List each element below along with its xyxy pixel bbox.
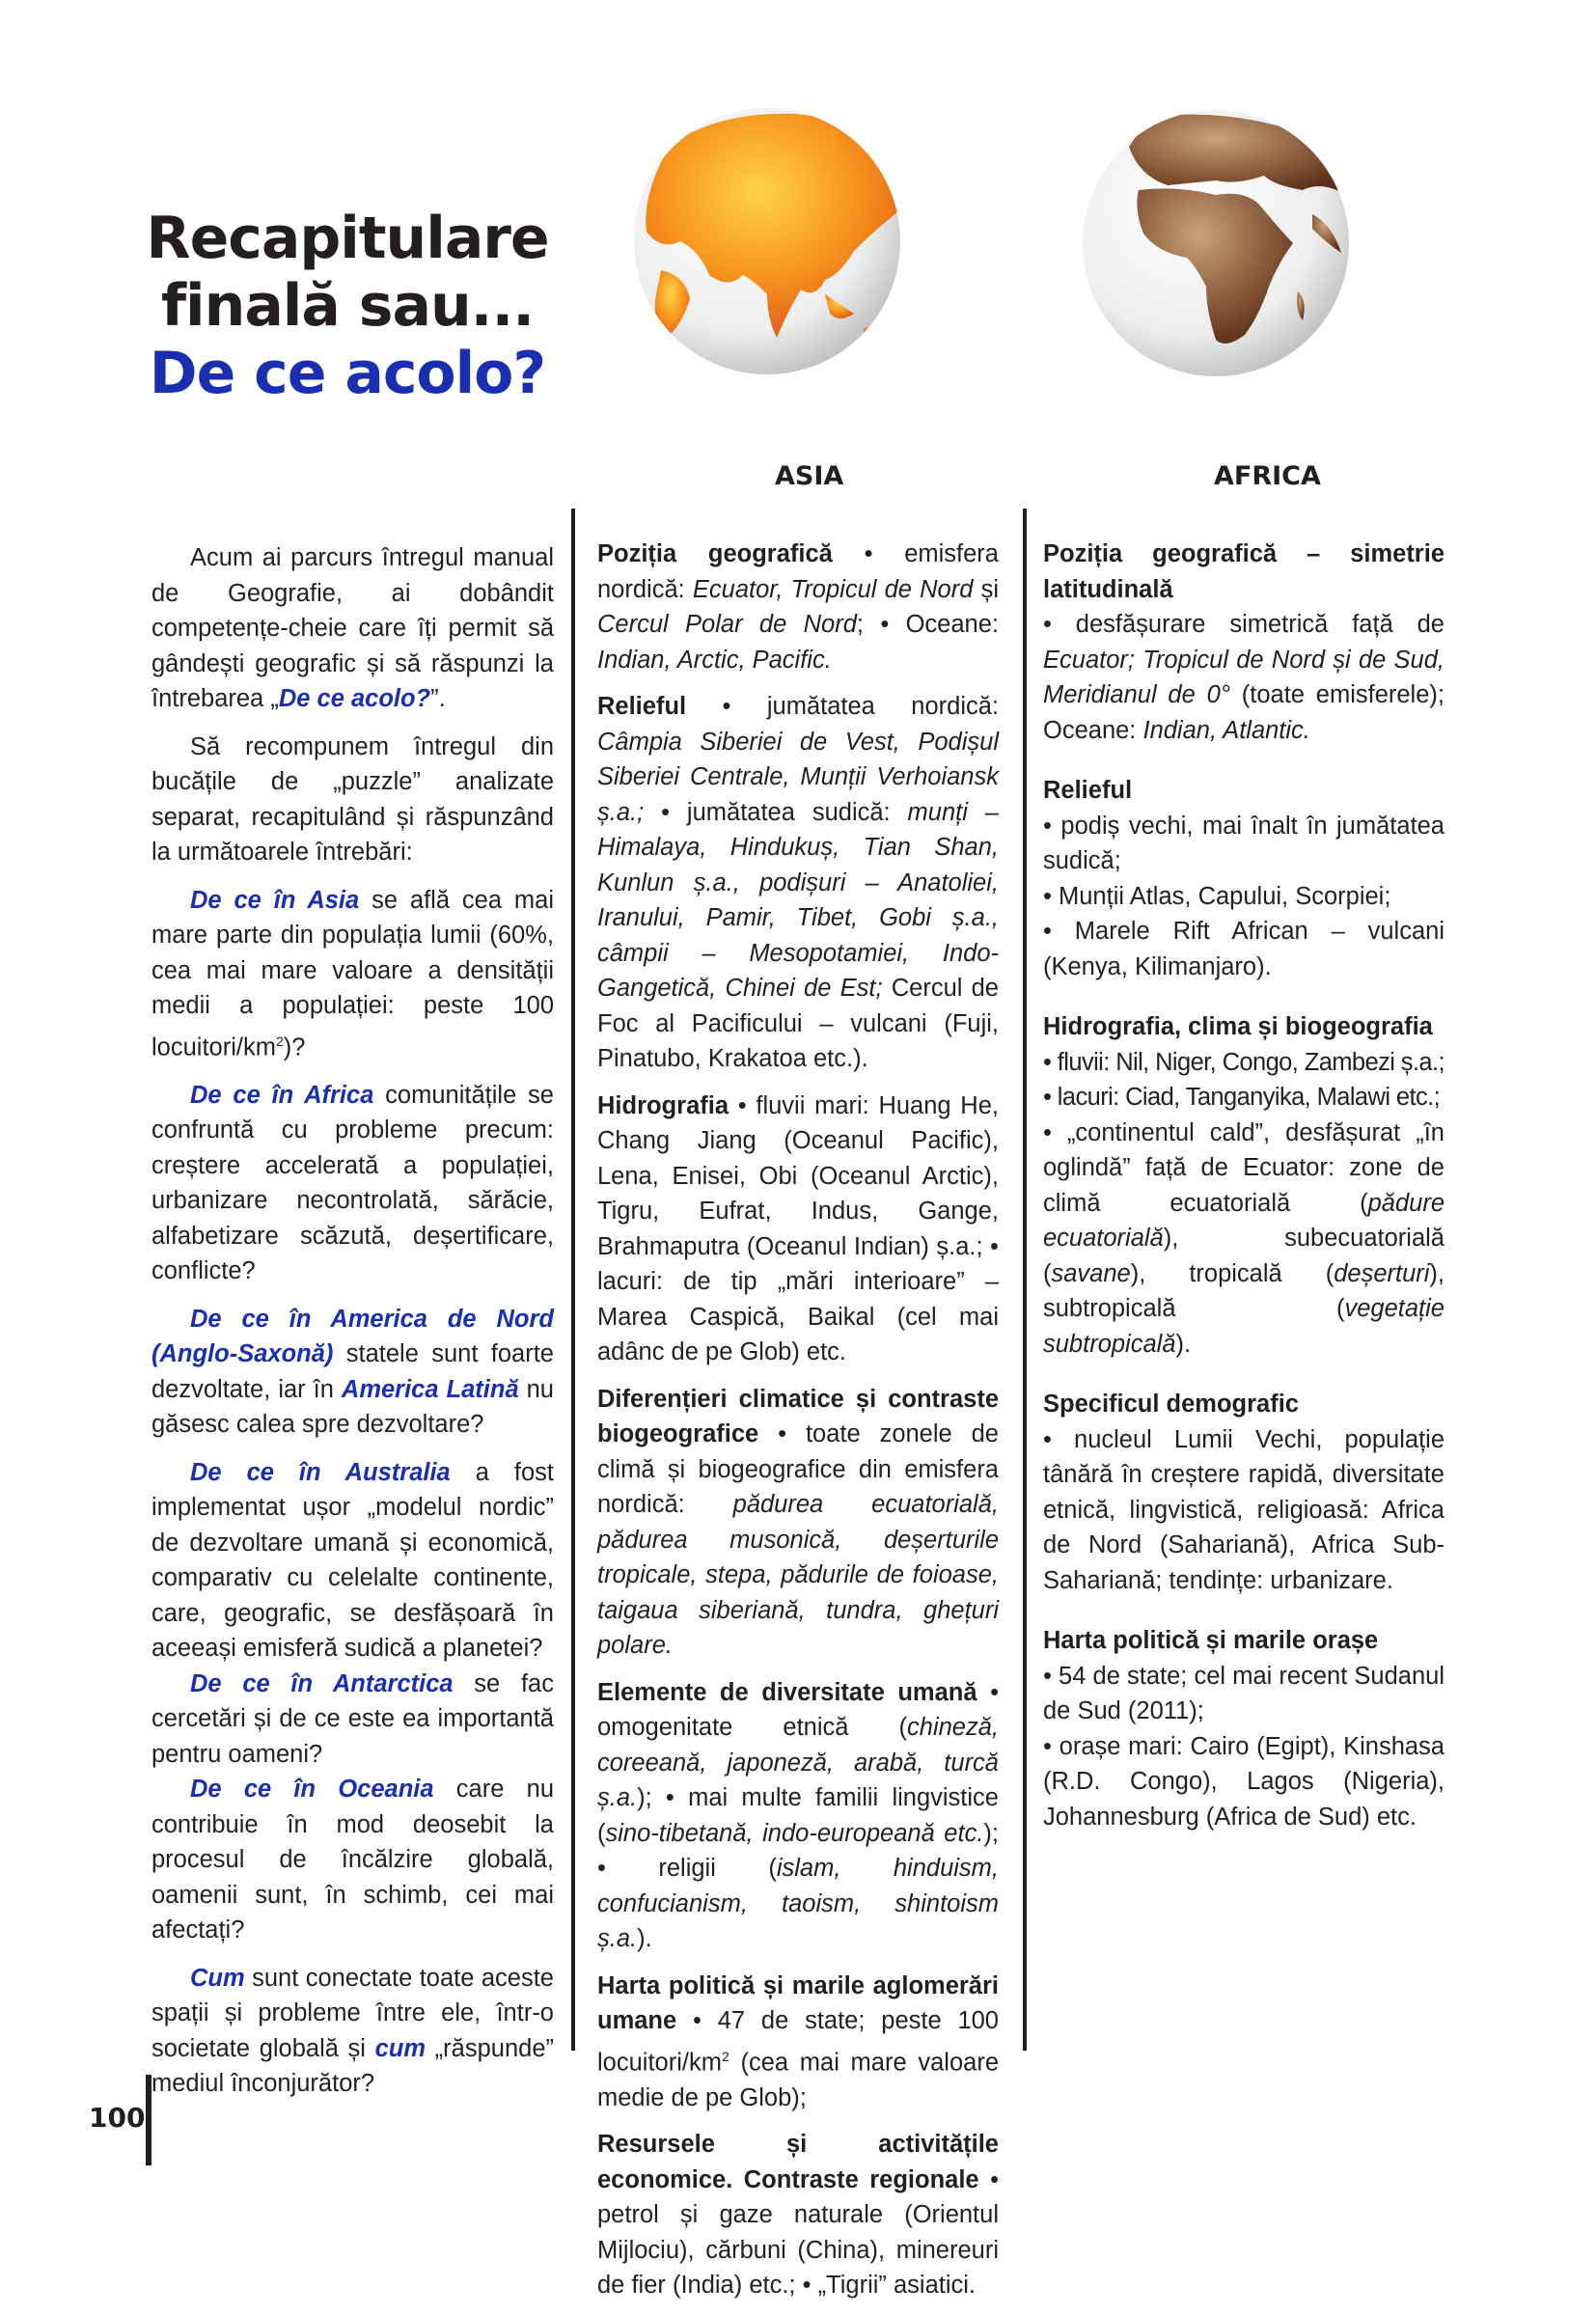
question-australia: De ce în Australia a fost implementat ușor „modelul nordic” de dezvoltare umană și economică, comparativ cu celelalte continente, care, geografic, se desfășoară în aceeași emisferă sudică a planetei? <box>151 1458 554 1662</box>
title-line-3: De ce acolo? <box>149 340 546 407</box>
asia-human-diversity: Elemente de diversitate umană • omogenitate etnică (chineză, coreeană, japoneză, arabă, turcă ș.a.); • mai multe familii lingvistice (sino-tibetană, indo-europeană etc.); • religii (islam, hinduism, confucianism, taoism, shintoism ș.a.). <box>597 1678 1000 1952</box>
title-line-1: Recapitulare <box>146 205 549 272</box>
question-america: De ce în America de Nord (Anglo-Saxonă) statele sunt foarte dezvoltate, iar în America Latină nu găsesc calea spre dezvoltare? <box>151 1305 554 1438</box>
intro-column <box>151 540 554 2114</box>
africa-demographics: Specificul demografic • nucleul Lumii Vechi, populație tânără în creștere rapidă, diversitate etnică, lingvistică, religioasă: Africa de Nord (Sahariană), Africa Sub-Sahariană; tendințe: urbanizare. <box>1043 1391 1445 1594</box>
question-global: Cum sunt conectate toate aceste spații și probleme între ele, într-o societate globală și cum „răspunde” mediul înconjurător? <box>151 1964 554 2097</box>
africa-column <box>1043 537 1445 1860</box>
asia-political-map: Harta politică și marile aglomerări umane • 47 de state; peste 100 locuitori/$km^2$ (cea mai mare valoare medie de pe Glob); <box>597 1971 999 2111</box>
question-africa: De ce în Africa comunitățile se confruntă cu probleme precum: creștere accelerată a populației, urbanizare necontrolată, sărăcie, alfabetizare scăzută, deșertificare, conflicte? <box>151 1081 554 1284</box>
intro-paragraph-1: Acum ai parcurs întregul manual de Geografie, ai dobândit competențe-cheie care îți permit să gândești geografic și să răspunzi la întrebarea „De ce acolo?”. <box>151 544 554 712</box>
asia-climate: Diferențieri climatice și contraste biogeografice • toate zonele de climă și biogeografice din emisfera nordică: pădurea ecuatorială, pădurea musonică, deșerturile tropicale, stepa, pădurile de foioase, taigaua siberiană, tundra, ghețuri polare. <box>597 1385 999 1659</box>
question-asia: De ce în Asia se află cea mai mare parte din populația lumii (60%, cea mai mare valoare a densității medii a populației: peste 100 locuitori/$km^2$)? <box>151 886 554 1061</box>
question-oceania: De ce în Oceania care nu contribuie în mod deosebit la procesul de încălzire globală, oamenii sunt, în schimb, cei mai afectați? <box>151 1776 555 1943</box>
column-header-africa: AFRICA <box>1214 461 1321 491</box>
asia-resources: Resursele și activitățile economice. Contraste regionale • petrol și gaze naturale (Orientul Mijlociu), cărbuni (China), minereuri de fier (India) etc.; • „Tigrii” asiatici. <box>597 2131 999 2299</box>
intro-highlight: De ce acolo? <box>278 685 431 712</box>
africa-relief: Relieful • podiș vechi, mai înalt în jumătatea sudică; • Munții Atlas, Capului, Scorpiei; • Marele Rift African – vulcani (Kenya, Kilimanjaro). <box>1043 777 1445 980</box>
africa-political-map: Harta politică și marile orașe • 54 de state; cel mai recent Sudanul de Sud (2011); • orașe mari: Cairo (Egipt), Kinshasa (R.D. Congo), Lagos (Nigeria), Johannesburg (Africa de Sud) etc. <box>1043 1627 1445 1831</box>
asia-globe-image <box>632 106 902 376</box>
africa-globe-image <box>1081 108 1351 378</box>
africa-position: Poziția geografică – simetrie latitudinală • desfășurare simetrică față de Ecuator; Tropicul de Nord și de Sud, Meridianul de 0° (toate emisferele); Oceane: Indian, Atlantic. <box>1043 540 1445 744</box>
column-divider-1 <box>571 509 575 2051</box>
column-divider-2 <box>1023 509 1027 2051</box>
africa-hydrography-climate: Hidrografia, clima și biogeografia • fluvii: Nil, Niger, Congo, Zambezi ș.a.; • lacuri: Ciad, Tanganyika, Malawi etc.; • „continentul cald”, desfășurat „în oglindă” față de Ecuator: zone de climă ecuatorială (pădure ecuatorială), subecuatorială (savane), tropicală (deșerturi), subtropicală (vegetație subtropicală). <box>1043 1013 1445 1358</box>
asia-position: Poziția geografică • emisfera nordică: Ecuator, Tropicul de Nord și Cercul Polar de Nord; • Oceane: Indian, Arctic, Pacific. <box>597 540 1000 674</box>
question-antarctica: De ce în Antarctica se fac cercetări și de ce este ea importantă pentru oameni? <box>151 1669 554 1768</box>
page-number-bar <box>146 2075 151 2165</box>
title-line-2: finală sau... <box>160 272 535 340</box>
intro-paragraph-2: Să recompunem întregul din bucățile de „puzzle” analizate separat, recapitulând și răspunzând la următoarele întrebări: <box>151 732 554 866</box>
asia-hydrography: Hidrografia • fluvii mari: Huang He, Chang Jiang (Oceanul Pacific), Lena, Enisei, Obi (Oceanul Arctic), Tigru, Eufrat, Indus, Gange, Brahmaputra (Oceanul Indian) ș.a.; • lacuri: de tip „mări interioare” – Marea Caspică, Baikal (cel mai adânc de pe Glob) etc. <box>597 1091 999 1365</box>
page-number: 100 <box>89 2102 146 2134</box>
asia-column <box>597 537 999 2315</box>
page-title <box>145 205 550 407</box>
asia-relief: Relieful • jumătatea nordică: Câmpia Siberiei de Vest, Podișul Siberiei Centrale, Munții Verhoiansk ș.a.; • jumătatea sudică: munți – Himalaya, Hindukuș, Tian Shan, Kunlun ș.a., podișuri – Anatoliei, Iranului, Pamir, Tibet, Gobi ș.a., câmpii – Mesopotamiei, Indo-Gangetică, Chinei de Est; Cercul de Foc al Pacificului – vulcani (Fuji, Pinatubo, Krakatoa etc.). <box>597 693 999 1072</box>
column-header-asia: ASIA <box>775 461 844 491</box>
